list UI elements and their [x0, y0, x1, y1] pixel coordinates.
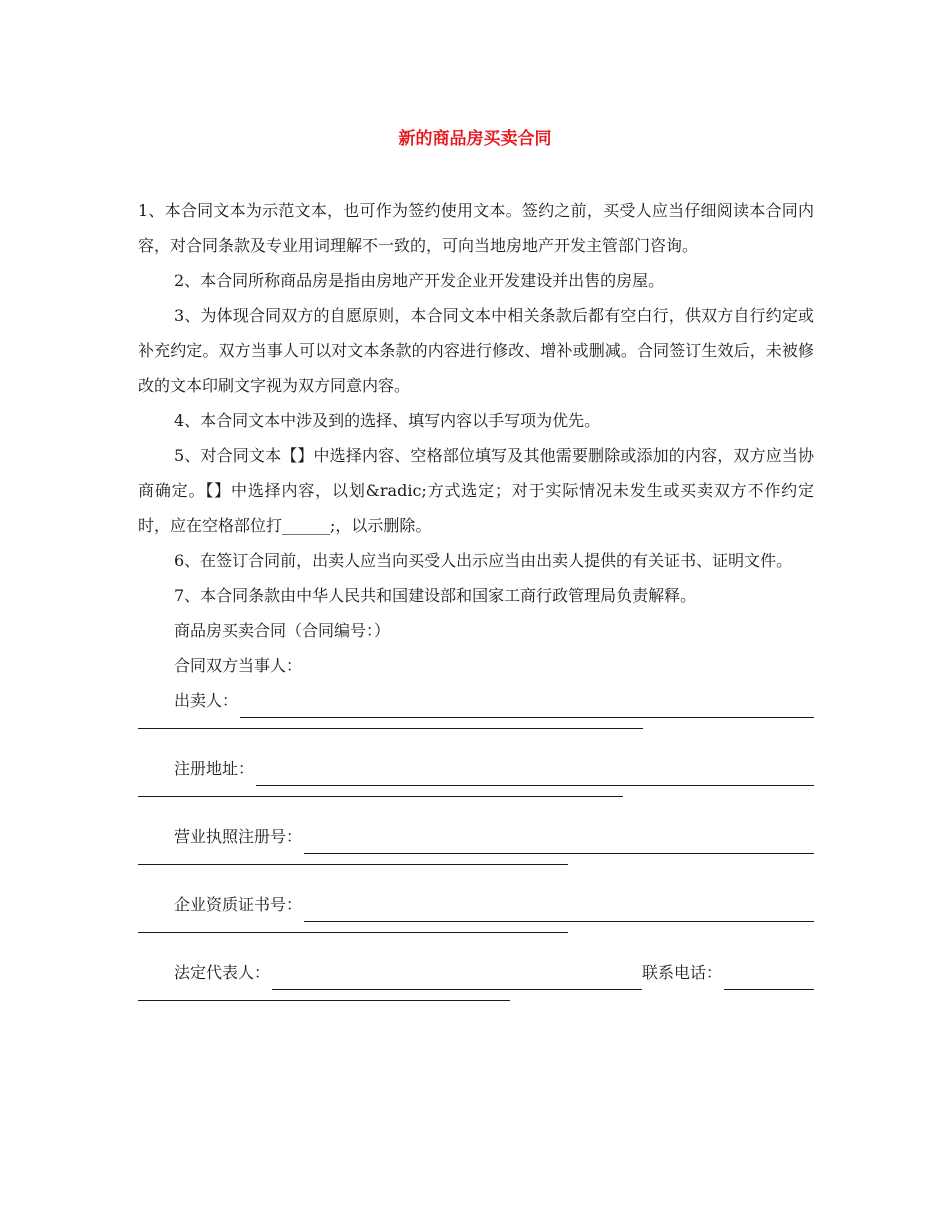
qualification-blank-continued[interactable]: [138, 932, 568, 933]
paragraph-5: 5、对合同文本【】中选择内容、空格部位填写及其他需要删除或添加的内容，双方应当协商确定。【】中选择内容，以划&radic;方式选定；对于实际情况未发生或买卖双方不作约定时，应在空格部位打______;，以示删除。: [138, 446, 814, 535]
legal-rep-blank[interactable]: [272, 967, 642, 990]
legal-rep-label: 法定代表人：: [174, 963, 271, 982]
license-field[interactable]: [138, 819, 814, 882]
license-blank[interactable]: [304, 831, 814, 854]
qualification-field[interactable]: [138, 887, 814, 950]
paragraph-2: 2、本合同所称商品房是指由房地产开发企业开发建设并出售的房屋。: [174, 271, 665, 290]
address-blank-continued[interactable]: [138, 796, 623, 797]
paragraph-7: 7、本合同条款由中华人民共和国建设部和国家工商行政管理局负责解释。: [174, 586, 697, 605]
document-body: [138, 193, 814, 1018]
parties-heading: 合同双方当事人：: [174, 656, 303, 675]
legal-rep-field[interactable]: [138, 955, 814, 1018]
seller-blank-continued[interactable]: [138, 728, 643, 729]
address-label: 注册地址：: [174, 759, 255, 778]
seller-label: 出卖人：: [174, 691, 239, 710]
paragraph-1: 1、本合同文本为示范文本，也可作为签约使用文本。签约之前，买受人应当仔细阅读本合同内容，对合同条款及专业用词理解不一致的，可向当地房地产开发主管部门咨询。: [138, 201, 814, 255]
contract-heading: 商品房买卖合同（合同编号：）: [174, 621, 391, 640]
phone-blank[interactable]: [724, 967, 814, 990]
phone-label: 联系电话：: [642, 963, 723, 982]
seller-field[interactable]: [138, 683, 814, 746]
seller-blank[interactable]: [240, 695, 814, 718]
qualification-blank[interactable]: [304, 899, 814, 922]
qualification-label: 企业资质证书号：: [174, 895, 303, 914]
address-blank[interactable]: [256, 763, 814, 786]
document-title: 新的商品房买卖合同: [398, 129, 552, 149]
phone-blank-continued[interactable]: [138, 1000, 510, 1001]
paragraph-3: 3、为体现合同双方的自愿原则，本合同文本中相关条款后都有空白行，供双方自行约定或补充约定。双方当事人可以对文本条款的内容进行修改、增补或删减。合同签订生效后，未被修改的文本印刷文字视为双方同意内容。: [138, 306, 814, 395]
paragraph-6: 6、在签订合同前，出卖人应当向买受人出示应当由出卖人提供的有关证书、证明文件。: [174, 551, 793, 570]
license-label: 营业执照注册号：: [174, 827, 303, 846]
address-field[interactable]: [138, 751, 814, 814]
paragraph-4: 4、本合同文本中涉及到的选择、填写内容以手写项为优先。: [174, 411, 601, 430]
license-blank-continued[interactable]: [138, 864, 568, 865]
